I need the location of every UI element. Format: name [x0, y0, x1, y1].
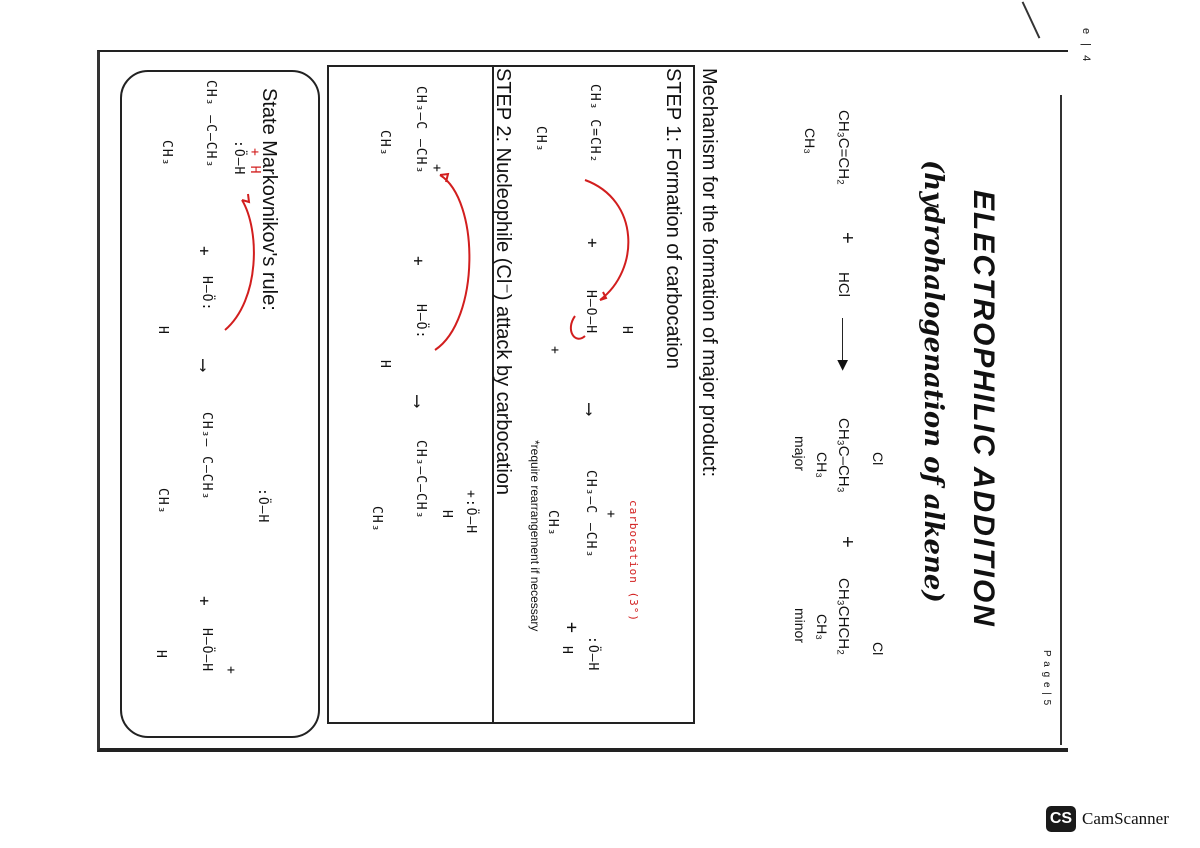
- step1-reactant: CH₃ C=CH₂: [587, 84, 602, 164]
- step2-curved-arrow: [435, 175, 469, 350]
- step2-nucleophile: H–Ö:: [413, 304, 428, 340]
- page-label: P a g e | 5: [1041, 650, 1052, 707]
- page-subtitle: (hydrohalogenation of alkene): [918, 160, 948, 603]
- step2-carbocation: CH₃–C –CH₃: [413, 86, 428, 175]
- markovnikov-product-2: H–Ö–H: [199, 628, 214, 673]
- markovnikov-arrow-head: [242, 194, 249, 202]
- step2-product-branch: CH₃: [369, 506, 384, 533]
- step1-hydronium-top: H: [619, 326, 634, 335]
- markovnikov-top-group: + H: [247, 148, 262, 175]
- step2-carbocation-charge: +: [429, 164, 444, 173]
- reactant-1: CH₃C=CH₂: [835, 110, 852, 185]
- step1-arrow-head: [600, 292, 606, 300]
- markovnikov-product-branch: CH₃: [155, 488, 170, 515]
- step2-carbocation-branch: CH₃: [377, 130, 392, 157]
- minor-branch: CH₃: [814, 614, 830, 640]
- markovnikov-label: State Markovnikov's rule:: [258, 88, 280, 311]
- mechanism-heading: Mechanism for the formation of major product:: [698, 68, 720, 478]
- step2-product-top: +:Ö–H: [463, 490, 478, 535]
- step1-reactant-branch: CH₃: [533, 126, 548, 153]
- markovnikov-product: CH₃– C–CH₃: [199, 412, 214, 501]
- plus-sign: +: [836, 232, 858, 244]
- markovnikov-top-group-2: :Ö–H: [231, 140, 246, 176]
- markovnikov-curved-arrow: [225, 200, 254, 330]
- reactant-1-branch: CH₃: [802, 128, 818, 154]
- step2-title: STEP 2: Nucleophile (Cl⁻) attack by carbocation: [492, 68, 514, 496]
- markovnikov-product-2-charge: +: [223, 666, 238, 675]
- markovnikov-arrow: ⟶: [193, 360, 214, 372]
- markovnikov-reactant-branch: CH₃: [159, 140, 174, 167]
- major-branch: CH₃: [814, 452, 830, 478]
- step1-hydronium: H–O–H: [583, 290, 598, 335]
- markovnikov-product-2-h: H: [153, 650, 168, 659]
- markovnikov-reactant: CH₃ —C–CH₃: [203, 80, 218, 169]
- markovnikov-water: H–Ö:: [199, 276, 214, 312]
- carbocation-label: carbocation (3°): [627, 500, 640, 622]
- minor-product: CH₃CHCH₂: [835, 578, 852, 655]
- plus-sign-2: +: [836, 536, 858, 548]
- rearrangement-note: *require rearrangement if necessary: [528, 440, 542, 632]
- page-title: ELECTROPHILIC ADDITION: [967, 190, 1000, 628]
- minor-label: minor: [792, 608, 808, 644]
- major-cl: Cl: [870, 452, 886, 466]
- step1-product-charge: +: [603, 510, 618, 519]
- markovnikov-plus-2: +: [195, 596, 214, 607]
- camscanner-logo-icon: CS: [1046, 806, 1076, 832]
- step1-product-branch: CH₃: [545, 510, 560, 537]
- markovnikov-product-top: :Ö–H: [255, 488, 270, 524]
- markovnikov-water-h: H: [155, 326, 170, 335]
- camscanner-watermark: [1046, 806, 1169, 832]
- step1-curved-arrow: [585, 180, 628, 300]
- step1-water-h: H: [559, 646, 574, 655]
- step1-plus: +: [583, 238, 602, 249]
- reaction-arrow: ———▶: [836, 318, 852, 371]
- step1-hydronium-charge: +: [547, 346, 562, 355]
- major-product: CH₃C–CH₃: [835, 418, 852, 493]
- reactant-2: HCl: [835, 272, 852, 297]
- step1-water: :Ö–H: [585, 636, 600, 672]
- step1-title: STEP 1: Formation of carbocation: [662, 68, 684, 369]
- camscanner-brand: CamScanner: [1082, 809, 1169, 828]
- step2-product-top-h: H: [439, 510, 454, 519]
- step1-product: CH₃–C –CH₃: [583, 470, 598, 559]
- corner-label: e | 4: [1080, 28, 1092, 65]
- step2-nucleophile-h: H: [377, 360, 392, 369]
- step2-arrow: ⟶: [407, 396, 428, 408]
- minor-cl: Cl: [870, 642, 886, 656]
- markovnikov-plus: +: [195, 246, 214, 257]
- step1-plus-2: +: [561, 622, 582, 634]
- step2-product: CH₃–C–CH₃: [413, 440, 428, 520]
- step2-plus: +: [409, 256, 428, 267]
- step1-small-arrow: [571, 316, 585, 339]
- major-label: major: [792, 436, 808, 472]
- step1-arrow: ⟶: [579, 404, 600, 416]
